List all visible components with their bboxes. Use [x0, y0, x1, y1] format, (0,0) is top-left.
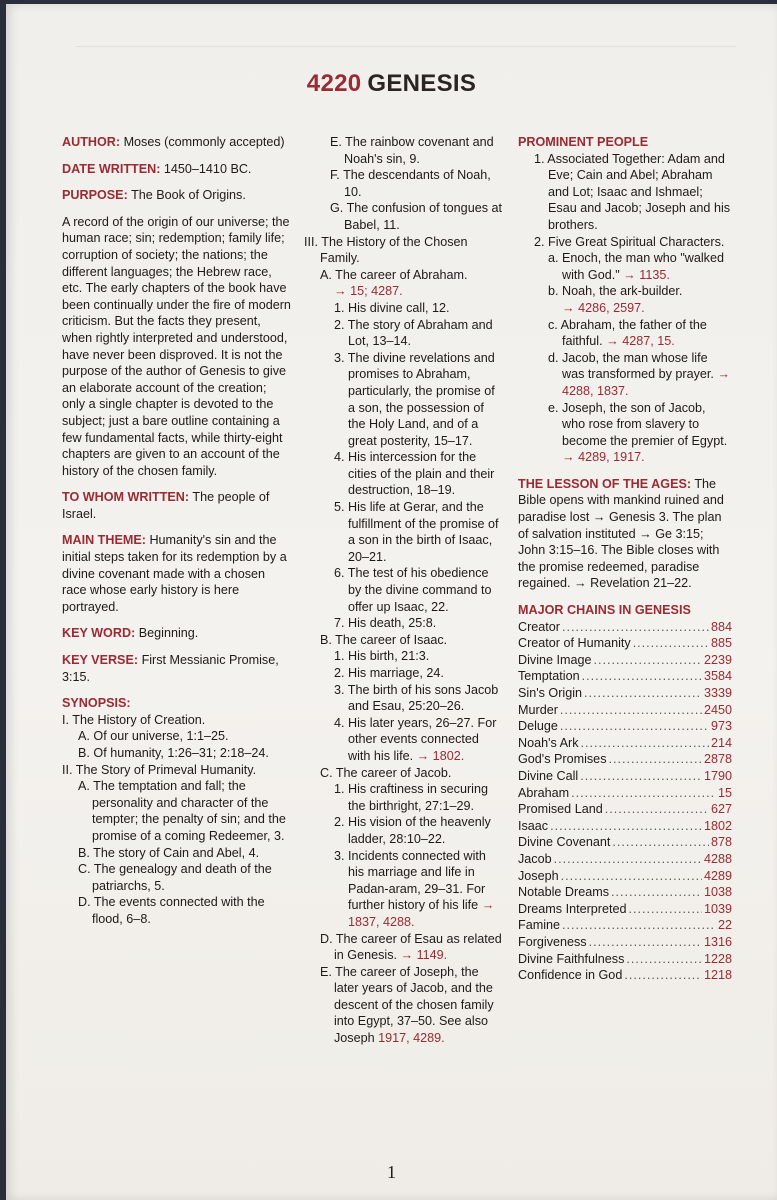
chain-entry — [518, 702, 732, 719]
chain-name: Confidence in God — [518, 968, 623, 983]
chains-label: MAJOR CHAINS IN GENESIS — [518, 603, 691, 618]
chain-name: Creator — [518, 619, 560, 634]
chain-page: 2239 — [703, 652, 732, 667]
chain-page: 4288 — [703, 851, 732, 866]
leader-dots — [611, 884, 702, 901]
chain-page: 1228 — [703, 951, 732, 966]
outline-item: B. Of humanity, 1:26–31; 2:18–24. — [78, 746, 269, 760]
synopsis-section — [62, 695, 292, 927]
right-column — [518, 134, 732, 984]
people-label: PROMINENT PEOPLE — [518, 135, 649, 149]
chains-list — [518, 619, 732, 984]
leader-dots — [605, 801, 709, 818]
chain-name: Noah's Ark — [518, 735, 579, 750]
chain-name: Divine Image — [518, 652, 592, 667]
outline-item: 3. The birth of his sons Jacob and Esau, 25:20–26. — [334, 682, 499, 714]
leader-dots — [561, 868, 702, 885]
whom-section: TO WHOM WRITTEN: The people of Israel. — [62, 490, 270, 521]
chain-entry — [518, 851, 732, 868]
chain-name: Divine Faithfulness — [518, 951, 625, 966]
chain-entry — [518, 951, 732, 968]
leader-dots — [626, 951, 702, 968]
outline-item: 1. His divine call, 12. — [334, 300, 450, 315]
left-column — [62, 134, 292, 928]
chain-page: 1316 — [703, 934, 732, 949]
outline-item: 2. The story of Abraham and Lot, 13–14. — [334, 317, 493, 349]
outline-item: 1. Associated Together: Adam and Eve; Cain and Abel; Abraham and Lot; Isaac and Ishmael; Esau and Jacob; Joseph and his brothers. — [534, 151, 731, 232]
author-section: AUTHOR: Moses (commonly accepted) — [62, 135, 285, 149]
chain-entry — [518, 635, 732, 652]
chain-page: 1218 — [703, 968, 732, 983]
leader-dots — [554, 851, 702, 868]
outline-item: A. Of our universe, 1:1–25. — [78, 729, 229, 744]
page-number: 1 — [387, 1162, 396, 1182]
lesson-section: THE LESSON OF THE AGES: The Bible opens with mankind ruined and paradise lost → Genesis 3. The plan of salvation instituted → Ge 3:15; John 3:15–16. The Bible closes with the promise redeemed, paradise regained. → Revelation 21–22. — [518, 476, 724, 591]
outline-item: 6. The test of his obedience by the divine command to offer up Isaac, 22. — [334, 566, 492, 614]
leader-dots — [580, 768, 702, 785]
leader-dots — [629, 901, 702, 918]
chain-entry — [518, 934, 732, 951]
chain-name: Deluge — [518, 719, 558, 734]
chain-page: 22 — [717, 918, 732, 933]
leader-dots — [624, 967, 702, 984]
outline-item: 4. His intercession for the cities of the plain and their destruction, 18–19. — [334, 450, 495, 498]
chain-name: Divine Covenant — [518, 835, 611, 850]
chain-name: Temptation — [518, 669, 580, 684]
chain-page: 1790 — [703, 768, 732, 783]
outline-item: A. The career of Abraham. → 15; 4287. — [320, 267, 468, 299]
chain-page: 878 — [710, 835, 732, 850]
chain-page: 1802 — [703, 818, 732, 833]
outline-item: c. Abraham, the father of the faithful. → 4287, 15. — [548, 317, 707, 349]
outline-item: 1. His birth, 21:3. — [334, 649, 430, 664]
leader-dots — [562, 619, 709, 636]
chain-page: 973 — [710, 719, 732, 734]
purpose-section: PURPOSE: The Book of Origins. — [62, 188, 246, 203]
chain-page: 3339 — [703, 686, 732, 700]
page-title — [6, 70, 777, 98]
chain-entry — [518, 619, 732, 636]
chain-name: Promised Land — [518, 802, 603, 817]
chain-page: 627 — [710, 802, 732, 817]
leader-dots — [633, 635, 709, 652]
keyword-section: KEY WORD: Beginning. — [62, 626, 199, 641]
date-section: DATE WRITTEN: 1450–1410 BC. — [62, 161, 252, 176]
leader-dots — [584, 685, 702, 702]
chain-name: Creator of Humanity — [518, 636, 631, 651]
chain-name: Abraham — [518, 785, 570, 800]
outline-item: 2. His marriage, 24. — [334, 666, 444, 680]
outline-item: D. The career of Esau as related in Genesis. → 1149. — [320, 931, 502, 963]
book-page — [6, 4, 777, 1200]
chain-page: 2450 — [703, 702, 732, 717]
chain-entry — [518, 751, 732, 768]
bleed-through-text — [76, 32, 736, 47]
synopsis-label: SYNOPSIS: — [62, 696, 131, 711]
outline-item: 2. Five Great Spiritual Characters. — [534, 234, 725, 249]
outline-item: B. The story of Cain and Abel, 4. — [78, 845, 260, 860]
chain-page: 1038 — [703, 885, 732, 900]
outline-item: 7. His death, 25:8. — [334, 616, 437, 631]
chain-entry — [518, 834, 732, 851]
chain-entry — [518, 685, 732, 702]
chain-entry — [518, 967, 732, 984]
book-name: GENESIS — [367, 70, 477, 97]
leader-dots — [560, 718, 709, 735]
chain-page: 214 — [710, 735, 732, 750]
chain-entry — [518, 785, 732, 802]
leader-dots — [594, 652, 702, 669]
outline-item: C. The genealogy and death of the patriarchs, 5. — [78, 862, 272, 893]
outline-item: G. The confusion of tongues at Babel, 11. — [330, 201, 502, 232]
outline-item: 2. His vision of the heavenly ladder, 28:10–22. — [334, 815, 491, 846]
chain-entry — [518, 652, 732, 669]
outline-item: 1. His craftiness in securing the birthright, 27:1–29. — [334, 782, 488, 813]
chain-name: Joseph — [518, 868, 559, 883]
chain-entry — [518, 668, 732, 685]
leader-dots — [589, 934, 702, 951]
chain-name: Jacob — [518, 851, 552, 866]
outline-item: e. Joseph, the son of Jacob, who rose from slavery to become the premier of Egypt. → 4289, 1917. — [548, 400, 728, 465]
chain-entry — [518, 735, 732, 752]
chain-entry — [518, 901, 732, 918]
chain-entry — [518, 884, 732, 901]
reference-number: 4220 — [306, 70, 362, 97]
chain-entry — [518, 818, 732, 835]
chain-name: Divine Call — [518, 768, 579, 783]
outline-item: E. The rainbow covenant and Noah's sin, 9. — [330, 135, 494, 166]
outline-item: a. Enoch, the man who "walked with God." → 1135. — [548, 251, 724, 282]
chain-page: 884 — [710, 619, 732, 634]
outline-item: 3. The divine revelations and promises to Abraham, particularly, the promise of a son, the possession of the Holy Land, and of a great posterity, 15–17. — [334, 350, 495, 448]
leader-dots — [581, 735, 709, 752]
leader-dots — [562, 917, 716, 934]
leader-dots — [560, 702, 702, 719]
outline-item: F. The descendants of Noah, 10. — [330, 168, 491, 199]
chain-entry — [518, 768, 732, 785]
keyverse-section: KEY VERSE: First Messianic Promise, 3:15. — [62, 653, 279, 684]
outline-item: I. The History of Creation. — [62, 712, 206, 727]
leader-dots — [609, 751, 702, 768]
theme-section: MAIN THEME: Humanity's sin and the initial steps taken for its redemption by a divine covenant made with a chosen race whose early history is here portrayed. — [62, 533, 287, 614]
outline-item: D. The events connected with the flood, 6–8. — [78, 895, 265, 926]
middle-column — [304, 134, 504, 1047]
chain-page: 2878 — [703, 752, 732, 767]
outline-item: C. The career of Jacob. — [320, 765, 452, 780]
chain-page: 4289 — [703, 868, 732, 883]
chain-page: 1039 — [703, 901, 732, 916]
chain-entry — [518, 917, 732, 934]
chain-name: Famine — [518, 918, 560, 933]
leader-dots — [550, 818, 702, 835]
chain-name: Isaac — [518, 818, 549, 833]
outline-item: 5. His life at Gerar, and the fulfillment of the promise of a son in the birth of Isaac, 20–21. — [334, 500, 499, 564]
outline-item: d. Jacob, the man whose life was transformed by prayer. → 4288, 1837. — [548, 350, 730, 398]
chain-name: Dreams Interpreted — [518, 901, 627, 916]
leader-dots — [571, 785, 716, 802]
chain-page: 885 — [710, 636, 732, 651]
chain-page: 15 — [717, 785, 732, 800]
chain-entry — [518, 801, 732, 818]
outline-item: B. The career of Isaac. — [320, 632, 448, 647]
outline-item: E. The career of Joseph, the later years of Jacob, and the descent of the chosen family into Egypt, 37–50. See also Joseph 1917, 4289. — [320, 964, 494, 1046]
chain-entry — [518, 868, 732, 885]
outline-item: III. The History of the Chosen Family. — [304, 234, 468, 266]
chain-entry — [518, 718, 732, 735]
outline-item: 3. Incidents connected with his marriage and life in Padan-aram, 29–31. For further history of his life → 1837, 4288. — [334, 848, 495, 929]
intro-paragraph: A record of the origin of our universe; the human race; sin; redemption; family life; corruption of society; the nations; the different languages; the Hebrew race, etc. The early chapters of the book have been continually under the fire of modern criticism. But the facts they present, when rightly interpreted and understood, have never been disproved. It is not the purpose of the author of Genesis to give an elaborate account of the creation; only a single chapter is devoted to the subject; just a bare outline containing a few fundamental facts, while thirty-eight chapters are given to an account of the history of the chosen family. — [62, 214, 291, 478]
chain-name: Forgiveness — [518, 934, 587, 949]
chain-name: Murder — [518, 702, 558, 717]
chain-name: Notable Dreams — [518, 885, 609, 900]
leader-dots — [612, 834, 709, 851]
leader-dots — [582, 668, 702, 685]
outline-item: A. The temptation and fall; the personality and character of the tempter; the penalty of sin; and the promise of a coming Redeemer, 3. — [78, 779, 286, 843]
chain-name: Sin's Origin — [518, 686, 582, 700]
chain-page: 3584 — [703, 669, 732, 684]
chain-name: God's Promises — [518, 752, 607, 767]
outline-item: b. Noah, the ark-builder. → 4286, 2597. — [548, 284, 683, 315]
outline-item: II. The Story of Primeval Humanity. — [62, 762, 257, 777]
outline-item: 4. His later years, 26–27. For other events connected with his life. → 1802. — [334, 715, 497, 763]
